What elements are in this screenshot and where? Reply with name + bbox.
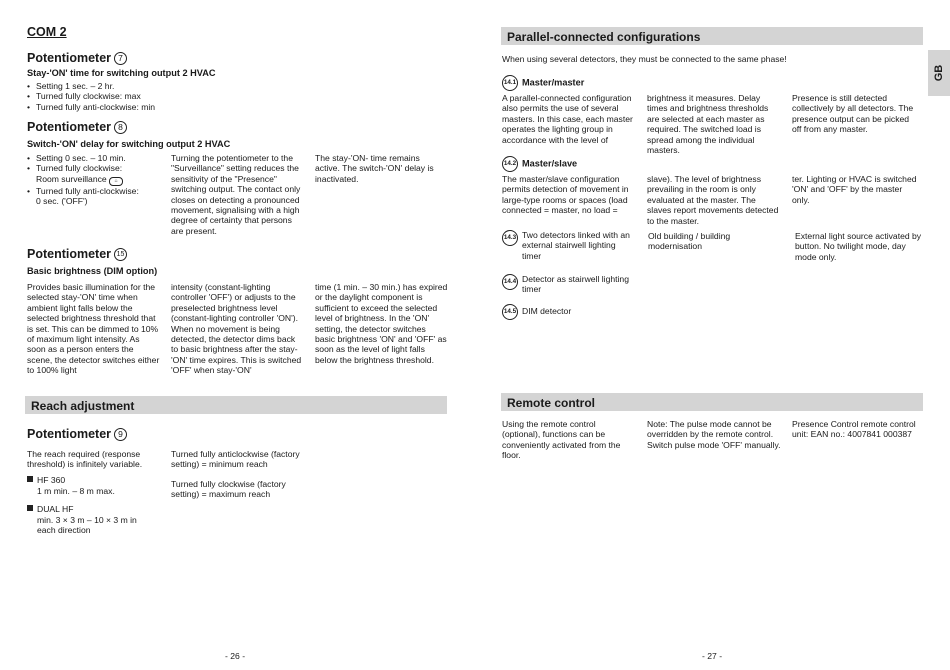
pot15-subtitle: Basic brightness (DIM option) (27, 266, 158, 276)
hf360-label: HF 360 (27, 475, 65, 485)
ms-col1: The master/slave configuration permits detection of movement in large-type rooms or spaces (load connected = master, no load = (502, 174, 629, 216)
ms-number: 14.2 (502, 156, 518, 172)
pot9-title: Potentiometer 9 (27, 427, 127, 441)
pot15-title: Potentiometer 15 (27, 247, 127, 261)
mm-title: 14.1 Master/master (502, 75, 584, 91)
dualhf-label: DUAL HF (27, 504, 73, 514)
config-14-3: 14.3 Two detectors linked with an external stairwell lighting timer (503, 230, 630, 261)
config-14-3-number: 14.3 (502, 230, 518, 246)
page-number-left: - 26 - (225, 651, 246, 661)
list-item: • Turned fully clockwise: max (27, 91, 227, 101)
list-item: • Turned fully clockwise: Room surveillance ⌂ (27, 163, 162, 185)
page-number-right: - 27 - (702, 651, 723, 661)
pot8-col3: The stay-'ON- time remains active. The switch-'ON' delay is inactivated. (315, 153, 434, 184)
dualhf-value: min. 3 × 3 m – 10 × 3 m in each direction (37, 515, 137, 536)
reach-anticlockwise: Turned fully anticlockwise (factory setting) = minimum reach (171, 449, 300, 470)
reach-band: Reach adjustment (25, 396, 447, 414)
list-item: • Turned fully anti-clockwise: min (27, 102, 227, 112)
pot8-number: 8 (114, 121, 127, 134)
remote-col2: Note: The pulse mode cannot be overridden by the remote control. Switch pulse mode 'OFF' manually. (647, 419, 781, 450)
mm-number: 14.1 (502, 75, 518, 91)
ms-col3: ter. Lighting or HVAC is switched 'ON' and 'OFF' by the master only. (792, 174, 917, 205)
config-14-4-number: 14.4 (502, 274, 518, 290)
reach-intro: The reach required (response threshold) is infinitely variable. (27, 449, 143, 470)
pot8-subtitle: Switch-'ON' delay for switching output 2 HVAC (27, 139, 231, 149)
hf360-value: 1 m min. – 8 m max. (37, 486, 115, 496)
remote-band: Remote control (501, 393, 923, 411)
list-item: • Setting 0 sec. – 10 min. (27, 153, 162, 163)
pot7-number: 7 (114, 52, 127, 65)
list-item: • Turned fully anti-clockwise: 0 sec. ('OFF') (27, 186, 162, 207)
reach-clockwise: Turned fully clockwise (factory setting) = maximum reach (171, 479, 286, 500)
pot8-title: Potentiometer 8 (27, 120, 127, 134)
ms-col2: slave). The level of brightness prevailing in the room is only evaluated at the master. The slaves report movements detected to the master. (647, 174, 779, 226)
section-title-com2: COM 2 (27, 25, 67, 39)
mm-col2: brightness it measures. Delay times and brightness thresholds are selected at each master as required. The switched load is spread among the individual masters. (647, 93, 769, 156)
config-14-5-number: 14.5 (502, 304, 518, 320)
pot7-subtitle: Stay-'ON' time for switching output 2 HVAC (27, 68, 216, 78)
language-tab: GB (928, 50, 950, 96)
pot15-number: 15 (114, 248, 127, 261)
config-14-4: 14.4 Detector as stairwell lighting timer (503, 274, 629, 295)
ms-title: 14.2 Master/slave (502, 156, 577, 172)
pot8-list (27, 153, 162, 207)
surveillance-icon: ⌂ (109, 177, 123, 186)
config-14-5: 14.5 DIM detector (502, 304, 642, 320)
pot15-col3: time (1 min. – 30 min.) has expired or the daylight component is sufficient to exceed the selected level of brightness. In the 'ON' setting, the detector switches basic brightness 'ON' and 'OFF' as soon as the level of light falls below the brightness threshold. (315, 282, 448, 365)
mm-col1: A parallel-connected configuration also permits the use of several masters. In this case, each master operates the lighting group in accordance with the level of (502, 93, 633, 145)
parallel-intro: When using several detectors, they must be connected to the same phase! (502, 54, 787, 64)
pot7-list (27, 81, 227, 112)
config-external-light: External light source activated by button. No twilight mode, day mode only. (795, 231, 922, 262)
remote-col1: Using the remote control (optional), functions can be conveniently activated from the floor. (502, 419, 621, 461)
mm-col3: Presence is still detected collectively by all detectors. The presence output can be picked off from any master. (792, 93, 914, 135)
pot15-col1: Provides basic illumination for the selected stay-'ON' time when ambient light falls below the selected brightness threshold that is set. This can be dimmed to 10% of maximum light intensity. As soon as a person enters the scene, the detector switches either to 100% light (27, 282, 160, 376)
pot8-col2: Turning the potentiometer to the "Surveillance" setting reduces the sensitivity of the "Presence" switching output. The contact only closes on detecting a pronounced movement, signalising with a high degree of certainty that persons are present. (171, 153, 301, 236)
pot15-col2: intensity (constant-lighting controller 'OFF') or adjusts to the preselected brightness level (constant-lighting controller 'ON'). When no movement is being detected, the detector dims back to basic brightness after the stay-'ON' time expires. This is switched 'OFF' when stay-'ON' (171, 282, 302, 376)
pot7-title: Potentiometer 7 (27, 51, 127, 65)
parallel-band: Parallel-connected configurations (501, 27, 923, 45)
config-old-building: Old building / building modernisation (648, 231, 731, 252)
list-item: • Setting 1 sec. – 2 hr. (27, 81, 227, 91)
remote-col3: Presence Control remote control unit: EAN no.: 4007841 000387 (792, 419, 916, 440)
pot9-number: 9 (114, 428, 127, 441)
